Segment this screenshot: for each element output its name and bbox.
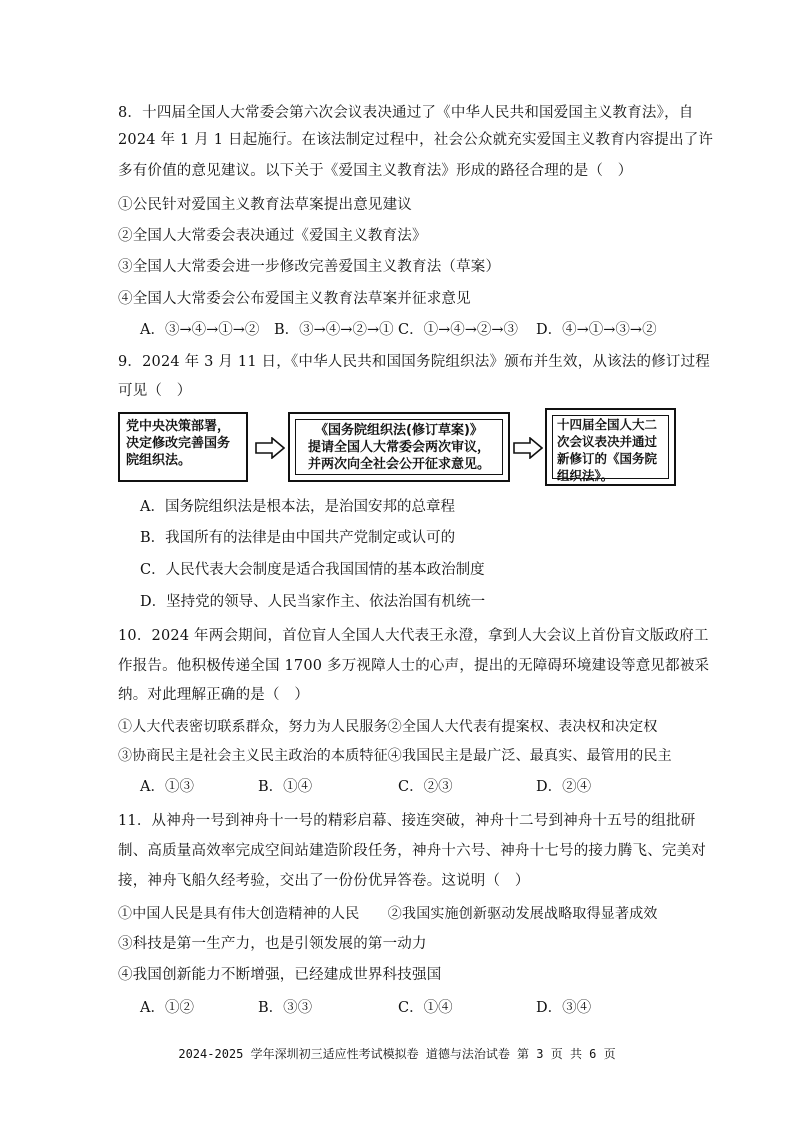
q11-item: ④我国创新能力不断增强，已经建成世界科技强国	[118, 967, 442, 983]
flow-step-text: 院组织法。	[126, 453, 192, 468]
q9-stem-line: 9．2024 年 3 月 11 日，《中华人民共和国国务院组织法》颁布并生效，从该法的修订过程	[118, 354, 710, 370]
flow-step-text: 提请全国人大常委会两次审议，	[307, 440, 490, 455]
q10-stem-line: 作报告。他积极传递全国 1700 多万视障人士的心声，提出的无障碍环境建设等意见都被采	[118, 658, 710, 674]
q8-item: ①公民针对爱国主义教育法草案提出意见建议	[118, 197, 412, 213]
flow-step-2	[288, 412, 510, 482]
q11-item: ①中国人民是具有伟大创造精神的人民 ②我国实施创新驱动发展战略取得显著成效	[118, 906, 658, 922]
q8-stem-line: 8．十四届全国人大常委会第六次会议表决通过了《中华人民共和国爱国主义教育法》，自	[118, 105, 694, 121]
q10-option-c: C．②③	[398, 779, 453, 795]
q10-item: ③协商民主是社会主义民主政治的本质特征④我国民主是最广泛、最真实、最管用的民主	[118, 748, 672, 764]
q11-stem-line: 接，神舟飞船久经考验，交出了一份份优异答卷。这说明（ ）	[118, 873, 530, 889]
flow-step-text: 十四届全国人大二	[557, 417, 658, 432]
q8-option-a: A．③→④→①→②	[140, 322, 260, 338]
q11-stem-line: 11．从神舟一号到神舟十一号的精彩启幕、接连突破，神舟十二号到神舟十五号的组批研	[118, 813, 696, 829]
right-arrow-icon	[513, 437, 543, 459]
q11-option-c: C．①④	[398, 1000, 453, 1016]
q10-option-b: B．①④	[258, 779, 313, 795]
q9-option-b: B．我国所有的法律是由中国共产党制定或认可的	[140, 530, 456, 546]
q10-option-a: A．①③	[140, 779, 194, 795]
q8-item: ③全国人大常委会进一步修改完善爱国主义教育法（草案）	[118, 259, 501, 275]
q11-item: ③科技是第一生产力，也是引领发展的第一动力	[118, 936, 427, 952]
q9-stem-line: 可见（ ）	[118, 383, 192, 399]
q10-item: ①人大代表密切联系群众，努力为人民服务②全国人大代表有提案权、表决权和决定权	[118, 719, 658, 735]
flow-step-text: 并两次向全社会公开征求意见。	[307, 457, 490, 472]
q10-option-d: D．②④	[536, 779, 592, 795]
flow-step-1	[118, 412, 248, 482]
right-arrow-icon	[255, 437, 285, 459]
q8-item: ④全国人大常委会公布爱国主义教育法草案并征求意见	[118, 291, 471, 307]
q8-item: ②全国人大常委会表决通过《爱国主义教育法》	[118, 228, 427, 244]
flow-step-text: 次会议表决并通过	[557, 434, 658, 449]
flow-step-text: 新修订的《国务院	[557, 451, 658, 466]
q10-stem-line: 10．2024 年两会期间，首位盲人全国人大代表王永澄，拿到人大会议上首份盲文版政府工	[118, 628, 709, 644]
flow-step-text: 决定修改完善国务	[126, 436, 231, 451]
q11-option-b: B．③③	[258, 1000, 313, 1016]
q8-option-b: B．③→④→②→①	[274, 322, 394, 338]
q8-option-d: D．④→①→③→②	[536, 322, 657, 338]
flow-step-text: 党中央决策部署，	[126, 419, 231, 434]
q9-option-a: A．国务院组织法是根本法，是治国安邦的总章程	[140, 499, 455, 515]
flow-step-text: 《国务院组织法(修订草案)》	[315, 423, 483, 438]
flow-step-text: 组织法》。	[557, 468, 614, 483]
q11-option-d: D．③④	[536, 1000, 592, 1016]
q9-option-d: D．坚持党的领导、人民当家作主、依法治国有机统一	[140, 594, 486, 610]
q10-stem-line: 纳。对此理解正确的是（ ）	[118, 687, 310, 703]
flow-step-3	[545, 408, 676, 486]
q8-stem-line: 多有价值的意见建议。以下关于《爱国主义教育法》形成的路径合理的是（ ）	[118, 163, 633, 179]
q8-option-c: C．①→④→②→③	[398, 322, 519, 338]
q11-option-a: A．①②	[140, 1000, 194, 1016]
q9-option-c: C．人民代表大会制度是适合我国国情的基本政治制度	[140, 562, 485, 578]
q8-stem-line: 2024 年 1 月 1 日起施行。在该法制定过程中，社会公众就充实爱国主义教育内容提出了许	[118, 132, 714, 148]
q11-stem-line: 制、高质量高效率完成空间站建造阶段任务，神舟十六号、神舟十七号的接力腾飞、完美对	[118, 843, 706, 859]
page-footer: 2024-2025 学年深圳初三适应性考试模拟卷 道德与法治试卷 第 3 页 共 6 页	[178, 1047, 616, 1061]
